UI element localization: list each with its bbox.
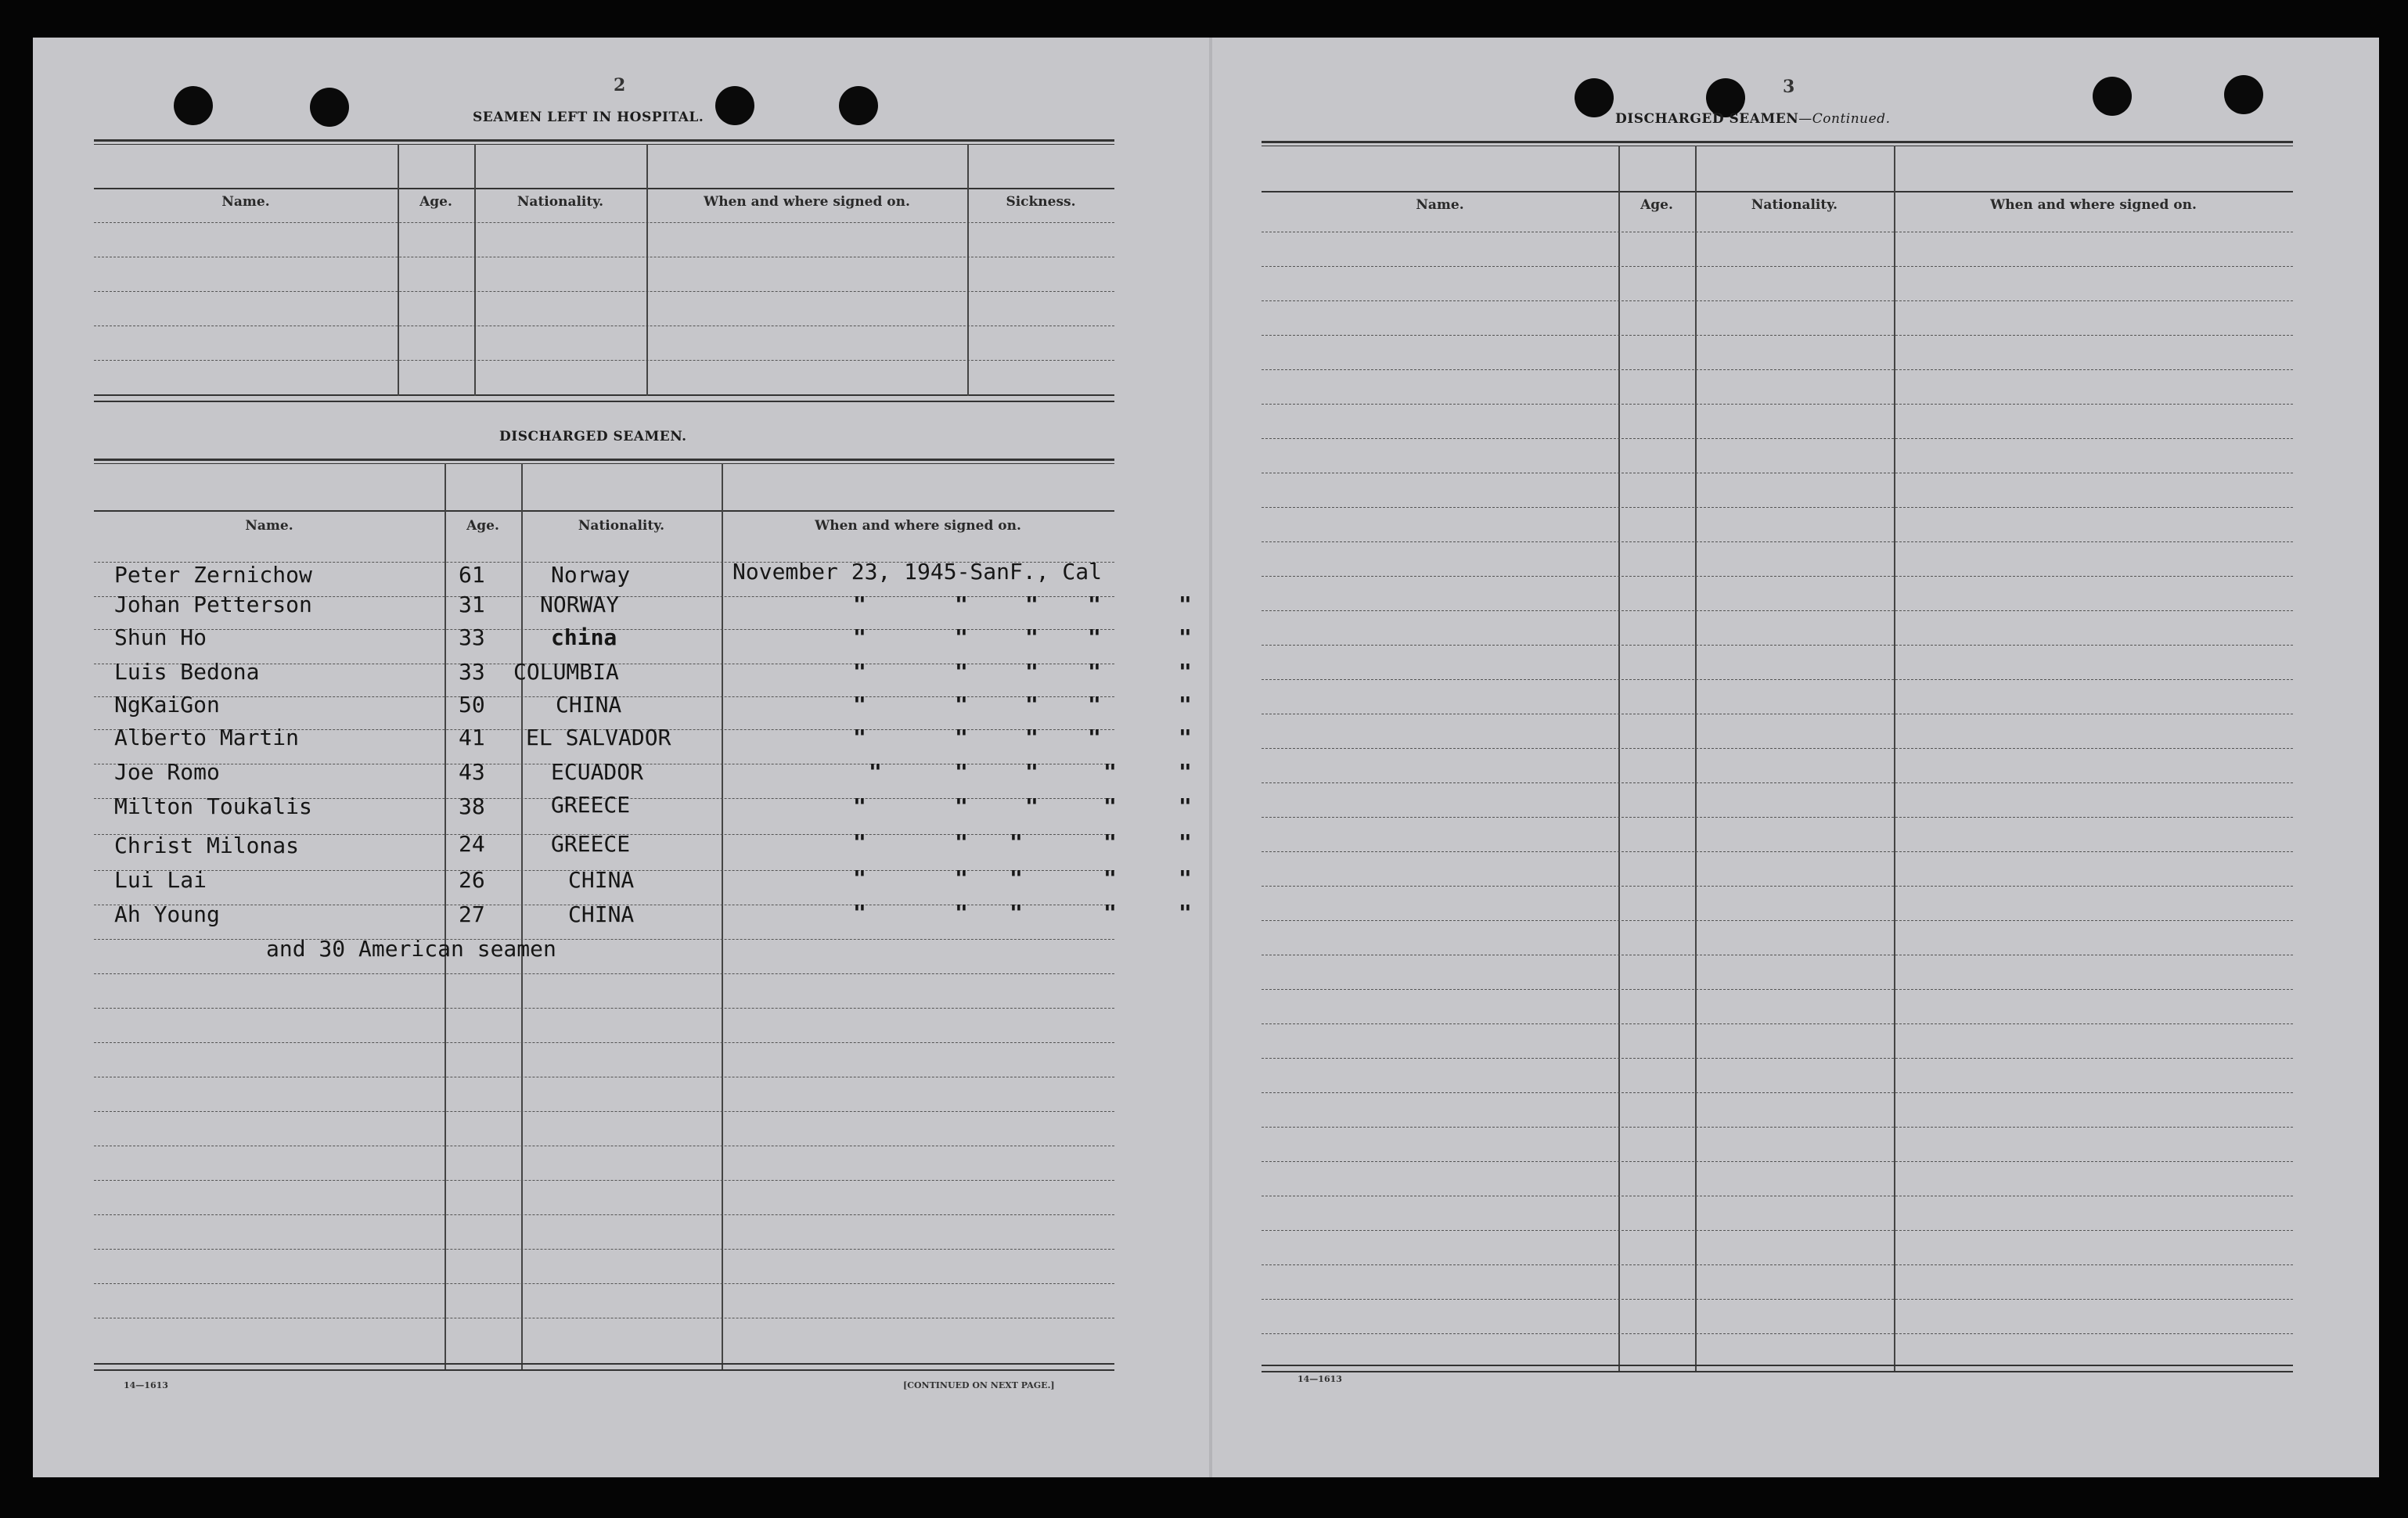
seaman-name: NgKaiGon [114,692,220,718]
seaman-age: 33 [459,659,485,685]
ditto-mark: " [853,865,866,891]
ditto-mark: " [1103,793,1117,819]
ditto-mark: " [1179,793,1192,819]
seaman-nationality: CHINA [568,867,635,893]
ditto-mark: " [1088,725,1101,750]
left-page [33,38,1207,1477]
ditto-mark: " [1025,793,1038,819]
ditto-mark: " [955,659,968,685]
column-header: When and where signed on. [704,194,910,210]
column-header: Age. [419,194,452,210]
column-header: Name. [221,194,270,210]
ditto-mark: " [1103,865,1117,891]
ditto-mark: " [1179,865,1192,891]
ditto-mark: " [853,829,866,855]
ditto-mark: " [955,592,968,617]
discharged-section-title: DISCHARGED SEAMEN. [499,429,687,444]
ditto-mark: " [1088,659,1101,685]
signed-on: November 23, 1945-SanF., Cal [732,559,1103,585]
seaman-name: Christ Milonas [114,833,300,858]
discharged-continued-table [1262,141,2293,1377]
column-header: Age. [466,518,499,534]
ditto-mark: " [1025,692,1038,718]
ditto-mark: " [1025,725,1038,750]
title-main: DISCHARGED SEAMEN [1615,111,1799,127]
ditto-mark: " [1179,659,1192,685]
seaman-age: 38 [459,793,485,819]
ditto-mark: " [1025,759,1038,785]
seaman-nationality: CHINA [556,692,622,718]
ditto-mark: " [955,624,968,650]
seaman-age: 31 [459,592,485,617]
ditto-mark: " [1025,592,1038,617]
seaman-name: Peter Zernichow [114,562,312,588]
ditto-mark: " [1103,829,1117,855]
form-number: 14—1613 [1298,1374,1342,1384]
column-header: Sickness. [1006,194,1076,210]
ditto-mark: " [869,759,882,785]
ditto-mark: " [1179,829,1192,855]
ditto-mark: " [1103,759,1117,785]
ditto-mark: " [955,692,968,718]
column-header: When and where signed on. [1990,197,2197,213]
ditto-mark: " [853,592,866,617]
document-sheet [33,38,2379,1477]
seaman-name: Ah Young [114,901,220,927]
seaman-nationality: Norway [551,562,631,588]
ditto-mark: " [1025,659,1038,685]
ditto-mark: " [955,865,968,891]
ditto-mark: " [955,829,968,855]
form-number: 14—1613 [124,1380,168,1390]
seaman-name: Shun Ho [114,624,207,650]
seaman-nationality: GREECE [551,792,631,818]
seaman-name: Luis Bedona [114,659,260,685]
ditto-mark: " [853,624,866,650]
ditto-mark: " [853,725,866,750]
column-header: Nationality. [578,518,665,534]
page-fold [1209,38,1212,1477]
ditto-mark: " [1179,759,1192,785]
seaman-name: Lui Lai [114,867,207,893]
ditto-mark: " [1010,900,1023,926]
american-seamen-note: and 30 American seamen [266,936,556,962]
seaman-age: 50 [459,692,485,718]
seaman-age: 61 [459,562,485,588]
seaman-age: 33 [459,624,485,650]
ditto-mark: " [1179,692,1192,718]
seaman-nationality: EL SALVADOR [526,725,671,750]
continued-note: [CONTINUED ON NEXT PAGE.] [903,1380,1055,1390]
seaman-nationality: GREECE [551,831,631,857]
seaman-name: Milton Toukalis [114,793,312,819]
discharged-table [94,459,1192,1374]
seaman-age: 43 [459,759,485,785]
seaman-name: Joe Romo [114,759,220,785]
seaman-nationality: NORWAY [540,592,620,617]
ditto-mark: " [853,793,866,819]
ditto-mark: " [1010,865,1023,891]
ditto-mark: " [853,692,866,718]
ditto-mark: " [1103,900,1117,926]
page-number: 2 [614,75,626,95]
right-page [1215,38,2379,1477]
ditto-mark: " [955,725,968,750]
discharged-continued-title [1615,111,1890,127]
column-header: Nationality. [517,194,604,210]
seaman-nationality: CHINA [568,901,635,927]
ditto-mark: " [1088,624,1101,650]
ditto-mark: " [1179,592,1192,617]
seaman-nationality: china [551,624,617,650]
seaman-nationality: ECUADOR [551,759,644,785]
seaman-name: Johan Petterson [114,592,312,617]
title-suffix: —Continued. [1798,111,1891,127]
hospital-table [94,139,1114,413]
ditto-mark: " [1088,692,1101,718]
column-header: Age. [1640,197,1673,213]
ditto-mark: " [1010,829,1023,855]
seaman-age: 41 [459,725,485,750]
ditto-mark: " [1025,624,1038,650]
column-header: Name. [245,518,293,534]
ditto-mark: " [1179,624,1192,650]
column-header: Nationality. [1751,197,1838,213]
ditto-mark: " [955,759,968,785]
column-header: Name. [1416,197,1464,213]
ditto-mark: " [853,900,866,926]
page-number: 3 [1783,77,1795,97]
seaman-age: 24 [459,831,485,857]
ditto-mark: " [955,793,968,819]
ditto-mark: " [1179,725,1192,750]
seaman-age: 27 [459,901,485,927]
ditto-mark: " [853,659,866,685]
ditto-mark: " [955,900,968,926]
hospital-section-title: SEAMEN LEFT IN HOSPITAL. [473,110,704,125]
ditto-mark: " [1179,900,1192,926]
seaman-name: Alberto Martin [114,725,300,750]
column-header: When and where signed on. [815,518,1021,534]
ditto-mark: " [1088,592,1101,617]
seaman-nationality: COLUMBIA [513,659,619,685]
seaman-age: 26 [459,867,485,893]
